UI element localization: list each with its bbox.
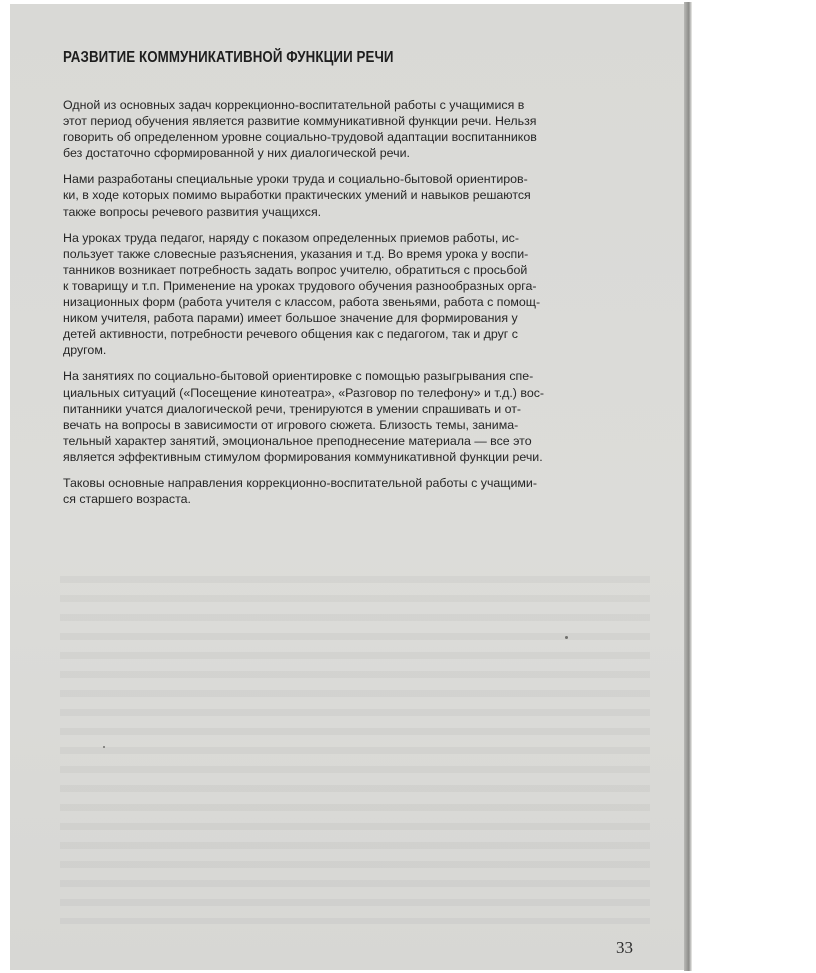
text-line: ки, в ходе которых помимо выработки практических умений и навыков решаются xyxy=(63,188,531,203)
text-line: Одной из основных задач коррекционно-воспитательной работы с учащимися в xyxy=(63,98,525,112)
text-line: без достаточно сформированной у них диалогической речи. xyxy=(63,146,410,161)
text-line: циальных ситуаций («Посещение кинотеатра», «Разговор по телефону» и т.д.) вос- xyxy=(63,385,545,400)
book-page xyxy=(10,4,690,970)
text-line: ся старшего возраста. xyxy=(63,492,191,507)
text-line: говорить об определенном уровне социально-трудовой адаптации воспитанников xyxy=(63,130,537,145)
text-line: также вопросы речевого развития учащихся. xyxy=(63,204,322,219)
paragraph-5 xyxy=(63,475,633,507)
text-line: На уроках труда педагог, наряду с показом определенных приемов работы, ис- xyxy=(63,230,519,245)
text-line: этот период обучения является развитие коммуникативной функции речи. Нельзя xyxy=(63,114,537,129)
text-line: другом. xyxy=(63,343,107,358)
text-line: ником учителя, работа парами) имеет большое значение для формирования у xyxy=(63,311,518,326)
text-line: Таковы основные направления коррекционно-воспитательной работы с учащими- xyxy=(63,475,537,490)
paragraph-1 xyxy=(63,97,633,161)
bleed-through-texture xyxy=(60,564,650,924)
text-line: к товарищу и т.п. Применение на уроках трудового обучения разнообразных орга- xyxy=(63,278,537,293)
dust-speck xyxy=(565,636,568,639)
text-line: вечать на вопросы в зависимости от игрового сюжета. Близость темы, занима- xyxy=(63,417,519,432)
section-title: РАЗВИТИЕ КОММУНИКАТИВНОЙ ФУНКЦИИ РЕЧИ xyxy=(63,49,394,66)
paragraph-4 xyxy=(63,368,633,465)
body-text xyxy=(63,97,633,517)
dust-speck xyxy=(103,746,105,748)
text-line: На занятиях по социально-бытовой ориентировке с помощью разыгрывания спе- xyxy=(63,369,534,384)
text-line: является эффективным стимулом формирования коммуникативной функции речи. xyxy=(63,449,543,464)
text-line: питанники учатся диалогической речи, тренируются в умении спрашивать и от- xyxy=(63,401,521,416)
page-edge-shadow xyxy=(684,2,692,971)
page-number: 33 xyxy=(616,938,633,957)
text-line: тельный характер занятий, эмоциональное преподнесение материала — все это xyxy=(63,433,532,448)
text-line: пользует также словесные разъяснения, указания и т.д. Во время урока у воспи- xyxy=(63,246,529,261)
paragraph-2 xyxy=(63,171,633,219)
text-line: Нами разработаны специальные уроки труда и социально-бытовой ориентиров- xyxy=(63,172,528,187)
paragraph-3 xyxy=(63,230,633,359)
text-line: низационных форм (работа учителя с классом, работа звеньями, работа с помощ- xyxy=(63,295,541,310)
text-line: детей активности, потребности речевого общения как с педагогом, так и друг с xyxy=(63,327,518,342)
text-line: танников возникает потребность задать вопрос учителю, обратиться с просьбой xyxy=(63,262,528,277)
